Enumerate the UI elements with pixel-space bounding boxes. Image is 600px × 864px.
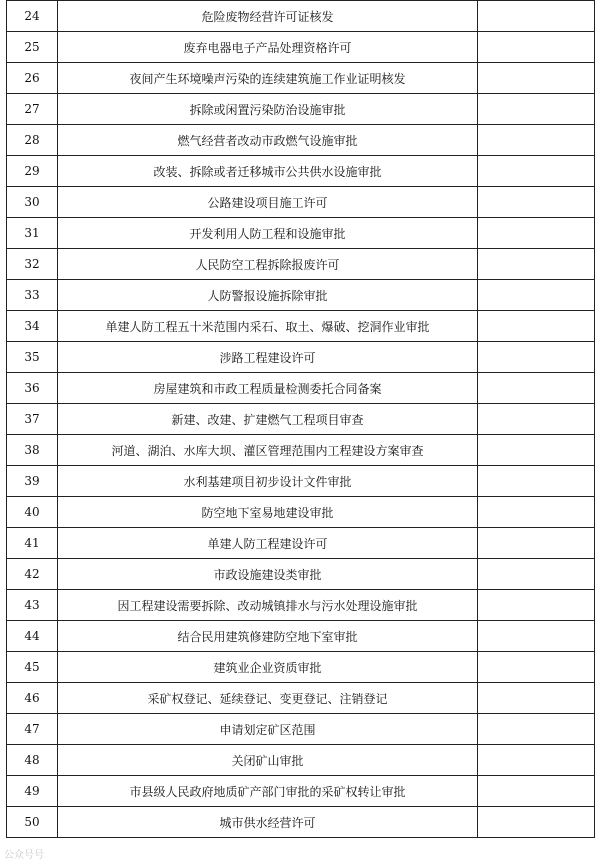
row-number-cell: 39 [7, 466, 58, 497]
item-name-cell: 夜间产生环境噪声污染的连续建筑施工作业证明核发 [58, 63, 478, 94]
row-number-cell: 41 [7, 528, 58, 559]
item-name-cell: 开发利用人防工程和设施审批 [58, 218, 478, 249]
table-row [7, 311, 595, 342]
row-number-cell: 50 [7, 807, 58, 838]
row-number-cell: 46 [7, 683, 58, 714]
item-name-cell: 建筑业企业资质审批 [58, 652, 478, 683]
row-number-cell: 36 [7, 373, 58, 404]
note-cell [478, 32, 595, 63]
row-number-cell: 25 [7, 32, 58, 63]
row-number-cell: 31 [7, 218, 58, 249]
note-cell [478, 807, 595, 838]
row-number-cell: 42 [7, 559, 58, 590]
table-row [7, 590, 595, 621]
note-cell [478, 280, 595, 311]
item-name-cell: 改装、拆除或者迁移城市公共供水设施审批 [58, 156, 478, 187]
table-row [7, 745, 595, 776]
table-body [7, 1, 595, 838]
note-cell [478, 125, 595, 156]
note-cell [478, 187, 595, 218]
item-name-cell: 水利基建项目初步设计文件审批 [58, 466, 478, 497]
table-row [7, 218, 595, 249]
approval-items-table [6, 0, 595, 838]
item-name-cell: 市县级人民政府地质矿产部门审批的采矿权转让审批 [58, 776, 478, 807]
item-name-cell: 拆除或闲置污染防治设施审批 [58, 94, 478, 125]
table-row [7, 714, 595, 745]
table-row [7, 280, 595, 311]
row-number-cell: 35 [7, 342, 58, 373]
note-cell [478, 466, 595, 497]
row-number-cell: 38 [7, 435, 58, 466]
row-number-cell: 33 [7, 280, 58, 311]
item-name-cell: 河道、湖泊、水库大坝、灌区管理范围内工程建设方案审查 [58, 435, 478, 466]
note-cell [478, 373, 595, 404]
table-row [7, 342, 595, 373]
table-row [7, 683, 595, 714]
table-row [7, 125, 595, 156]
row-number-cell: 34 [7, 311, 58, 342]
table-row [7, 249, 595, 280]
row-number-cell: 44 [7, 621, 58, 652]
note-cell [478, 311, 595, 342]
row-number-cell: 37 [7, 404, 58, 435]
note-cell [478, 249, 595, 280]
row-number-cell: 49 [7, 776, 58, 807]
note-cell [478, 745, 595, 776]
note-cell [478, 156, 595, 187]
note-cell [478, 528, 595, 559]
table-row [7, 187, 595, 218]
item-name-cell: 因工程建设需要拆除、改动城镇排水与污水处理设施审批 [58, 590, 478, 621]
note-cell [478, 63, 595, 94]
item-name-cell: 房屋建筑和市政工程质量检测委托合同备案 [58, 373, 478, 404]
item-name-cell: 燃气经营者改动市政燃气设施审批 [58, 125, 478, 156]
item-name-cell: 人防警报设施拆除审批 [58, 280, 478, 311]
table-row [7, 32, 595, 63]
table-row [7, 63, 595, 94]
note-cell [478, 94, 595, 125]
note-cell [478, 621, 595, 652]
table-row [7, 497, 595, 528]
note-cell [478, 342, 595, 373]
note-cell [478, 404, 595, 435]
table-row [7, 404, 595, 435]
note-cell [478, 1, 595, 32]
row-number-cell: 47 [7, 714, 58, 745]
item-name-cell: 废弃电器电子产品处理资格许可 [58, 32, 478, 63]
row-number-cell: 29 [7, 156, 58, 187]
item-name-cell: 市政设施建设类审批 [58, 559, 478, 590]
note-cell [478, 714, 595, 745]
item-name-cell: 单建人防工程建设许可 [58, 528, 478, 559]
table-row [7, 94, 595, 125]
table-row [7, 373, 595, 404]
row-number-cell: 45 [7, 652, 58, 683]
row-number-cell: 30 [7, 187, 58, 218]
table-row [7, 776, 595, 807]
note-cell [478, 559, 595, 590]
item-name-cell: 采矿权登记、延续登记、变更登记、注销登记 [58, 683, 478, 714]
item-name-cell: 单建人防工程五十米范围内采石、取土、爆破、挖洞作业审批 [58, 311, 478, 342]
item-name-cell: 结合民用建筑修建防空地下室审批 [58, 621, 478, 652]
table-row [7, 466, 595, 497]
row-number-cell: 40 [7, 497, 58, 528]
table-row [7, 528, 595, 559]
table-row [7, 156, 595, 187]
table-row [7, 807, 595, 838]
note-cell [478, 218, 595, 249]
row-number-cell: 24 [7, 1, 58, 32]
item-name-cell: 关闭矿山审批 [58, 745, 478, 776]
note-cell [478, 435, 595, 466]
watermark: 公众号号 [4, 850, 44, 861]
item-name-cell: 涉路工程建设许可 [58, 342, 478, 373]
item-name-cell: 人民防空工程拆除报废许可 [58, 249, 478, 280]
table-row [7, 652, 595, 683]
item-name-cell: 新建、改建、扩建燃气工程项目审查 [58, 404, 478, 435]
item-name-cell: 防空地下室易地建设审批 [58, 497, 478, 528]
note-cell [478, 590, 595, 621]
item-name-cell: 公路建设项目施工许可 [58, 187, 478, 218]
note-cell [478, 683, 595, 714]
note-cell [478, 497, 595, 528]
item-name-cell: 危险废物经营许可证核发 [58, 1, 478, 32]
item-name-cell: 城市供水经营许可 [58, 807, 478, 838]
table-row [7, 1, 595, 32]
table-row [7, 559, 595, 590]
item-name-cell: 申请划定矿区范围 [58, 714, 478, 745]
table-row [7, 621, 595, 652]
row-number-cell: 43 [7, 590, 58, 621]
note-cell [478, 776, 595, 807]
table-row [7, 435, 595, 466]
row-number-cell: 48 [7, 745, 58, 776]
note-cell [478, 652, 595, 683]
row-number-cell: 32 [7, 249, 58, 280]
row-number-cell: 27 [7, 94, 58, 125]
row-number-cell: 28 [7, 125, 58, 156]
row-number-cell: 26 [7, 63, 58, 94]
